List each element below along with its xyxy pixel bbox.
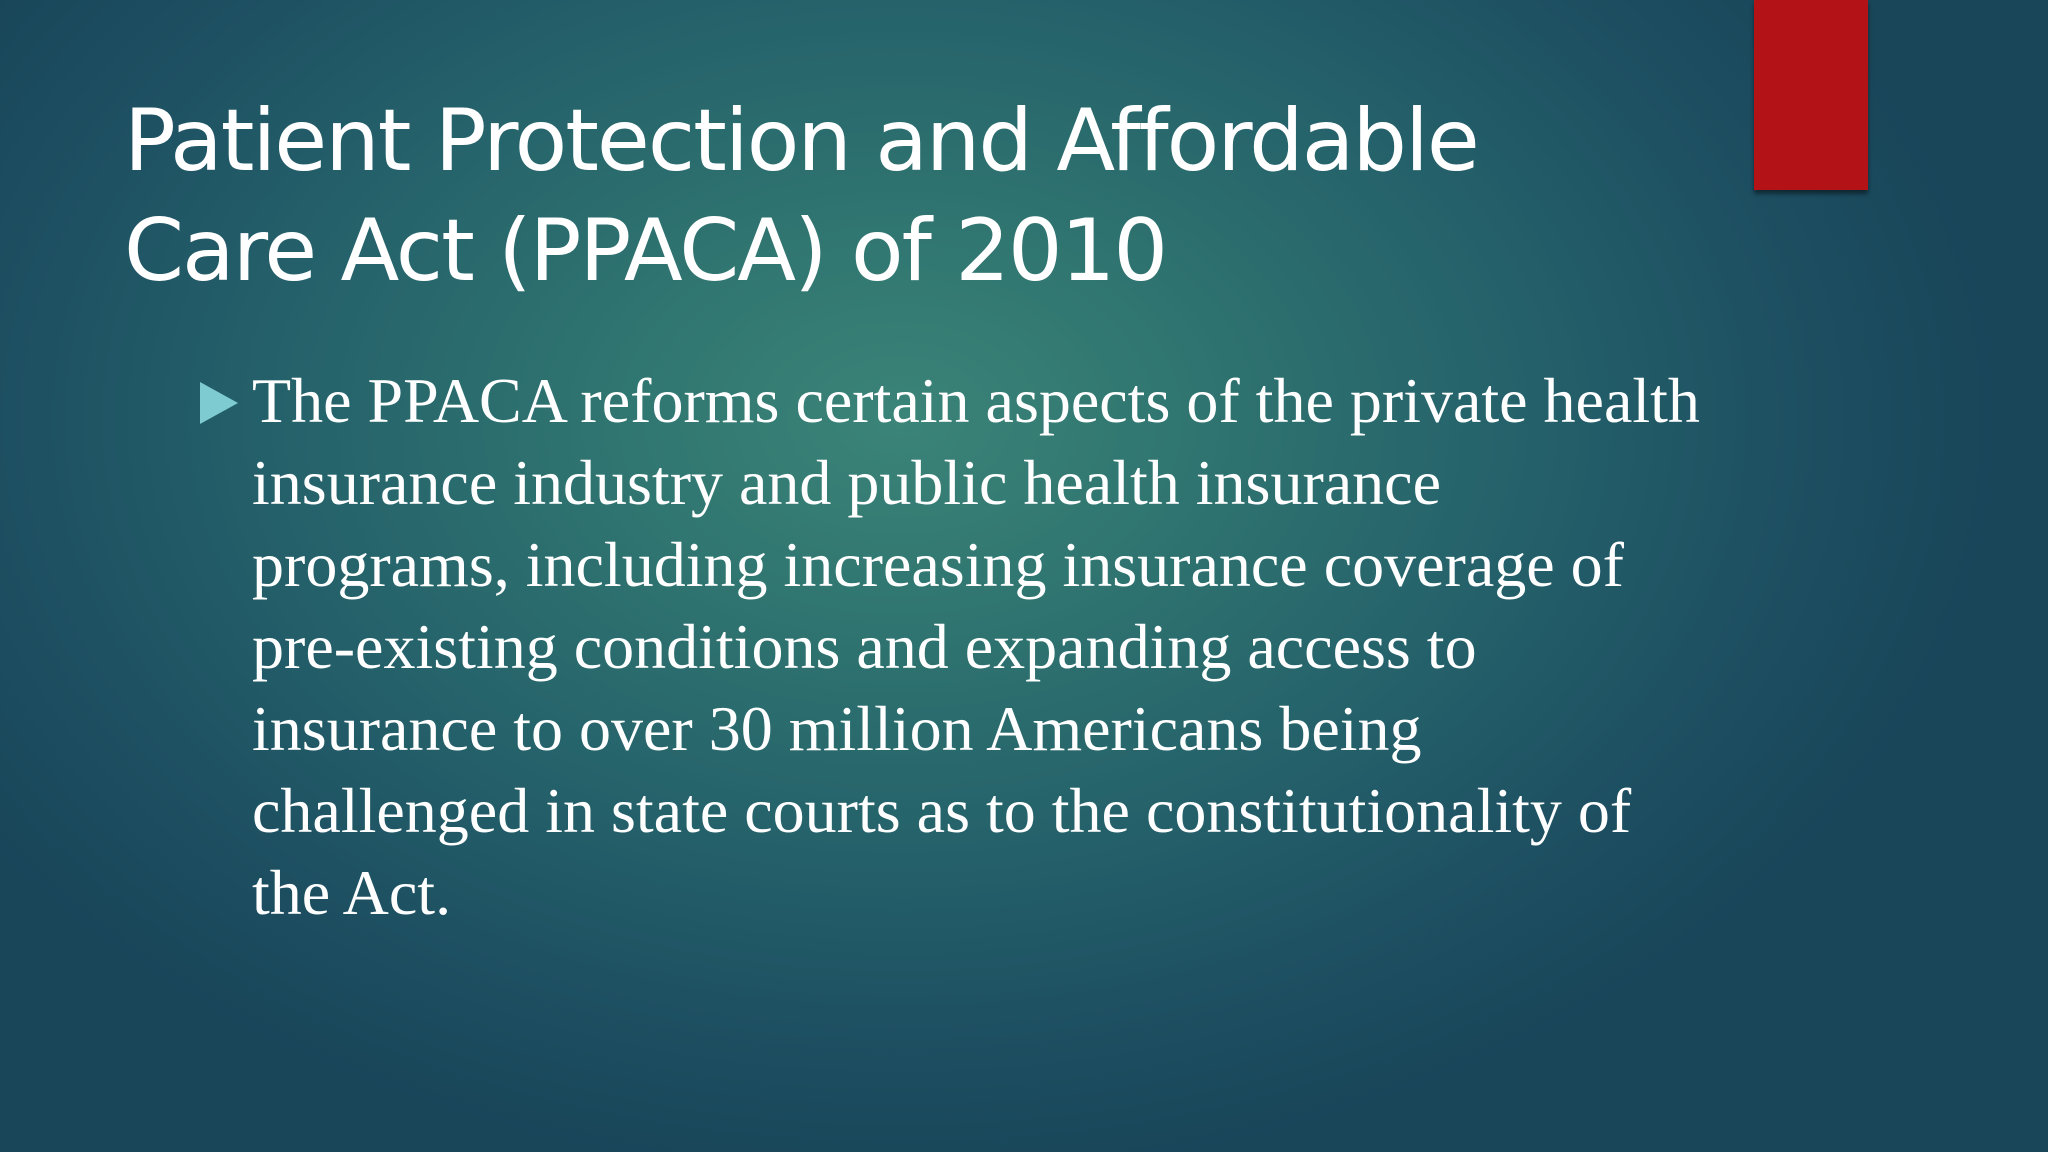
triangle-bullet-icon (200, 382, 238, 424)
bullet-text: The PPACA reforms certain aspects of the private health insurance industry and public health insurance programs, including increasing insurance coverage of pre-existing conditions and expanding access to insurance to over 30 million Americans being challenged in state courts as to the constitutionality of the Act. (252, 365, 1700, 928)
bullet-item (200, 360, 1700, 934)
accent-bar (1754, 0, 1868, 190)
bullet-list (200, 360, 1700, 934)
slide-title: Patient Protection and Affordable Care Act (PPACA) of 2010 (124, 91, 1478, 301)
